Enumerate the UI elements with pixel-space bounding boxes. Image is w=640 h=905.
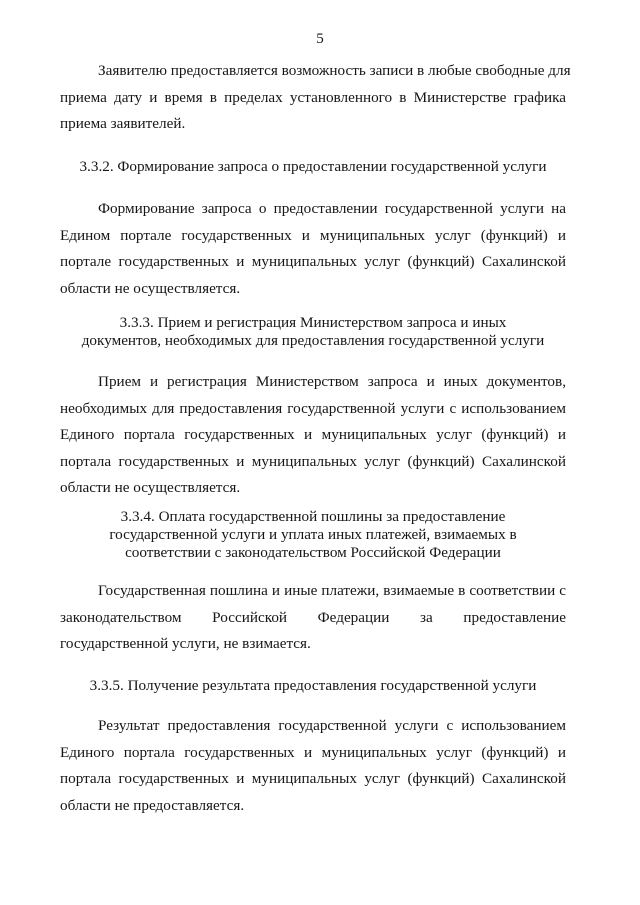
paragraph-result: [60, 713, 566, 819]
section-heading-3-3-5: [60, 677, 566, 695]
paragraph-request-registration: [60, 369, 566, 502]
text-line: портале государственных и муниципальных услуг (функций) Сахалинской: [60, 253, 566, 270]
heading-line: 3.3.3. Прием и регистрация Министерством запроса и иных: [119, 314, 507, 331]
text-line: Единого портала государственных и муниципальных услуг (функций) и: [60, 743, 566, 761]
text-line: Формирование запроса о предоставлении государственной услуги на: [98, 200, 566, 217]
paragraph-state-fee: [60, 578, 566, 658]
text-line: Заявителю предоставляется возможность записи в любые свободные для: [98, 62, 571, 79]
text-line: государственной услуги, не взимается.: [60, 635, 311, 652]
heading-line: документов, необходимых для предоставления государственной услуги: [81, 332, 545, 349]
text-line: портала государственных и муниципальных услуг (функций) Сахалинской: [60, 452, 566, 470]
section-heading-3-3-3: [60, 314, 566, 350]
section-heading-3-3-4: [60, 508, 566, 562]
heading-line: соответствии с законодательством Российской Федерации: [125, 544, 501, 561]
section-heading-3-3-2: [60, 158, 566, 176]
paragraph-request-formation: [60, 196, 566, 302]
text-line: области не осуществляется.: [60, 279, 241, 297]
heading-line: 3.3.2. Формирование запроса о предоставлении государственной услуги: [79, 158, 547, 175]
heading-line: 3.3.5. Получение результата предоставления государственной услуги: [89, 677, 537, 694]
text-line: законодательством Российской Федерации за предоставление: [60, 608, 566, 626]
text-line: Единого портала государственных и муниципальных услуг (функций) и: [60, 426, 566, 443]
text-line: Едином портале государственных и муниципальных услуг (функций) и: [60, 226, 566, 244]
text-line: Результат предоставления государственной услуги с использованием: [98, 717, 566, 734]
heading-line: государственной услуги и уплата иных платежей, взимаемых в: [109, 526, 517, 543]
text-line: портала государственных и муниципальных услуг (функций) Сахалинской: [60, 770, 566, 787]
heading-line: 3.3.4. Оплата государственной пошлины за предоставление: [120, 508, 506, 525]
text-line: необходимых для предоставления государственной услуги с использованием: [60, 399, 566, 417]
text-line: области не осуществляется.: [60, 479, 241, 496]
text-line: приема заявителей.: [60, 115, 186, 132]
text-line: Государственная пошлина и иные платежи, взимаемые в соответствии с: [98, 582, 566, 599]
page-number: 5: [316, 31, 324, 47]
paragraph-appointment: [60, 58, 571, 138]
text-line: Прием и регистрация Министерством запроса и иных документов,: [98, 373, 566, 390]
text-line: области не предоставляется.: [60, 796, 245, 814]
text-line: приема дату и время в пределах установленного в Министерстве графика: [60, 88, 566, 106]
